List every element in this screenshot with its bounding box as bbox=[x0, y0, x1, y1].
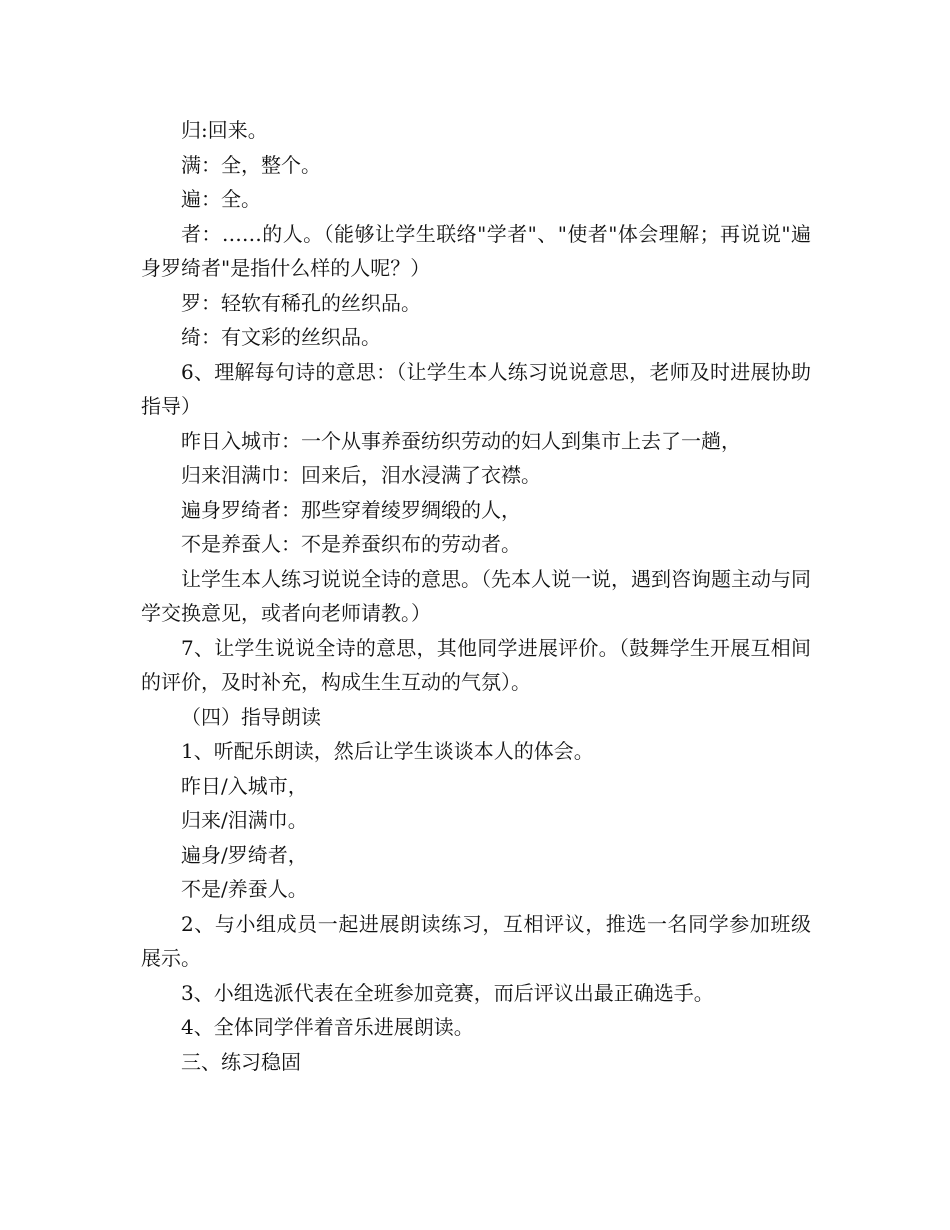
paragraph-reading-4: 4、全体同学伴着音乐进展朗读。 bbox=[181, 1015, 474, 1039]
paragraph-line-3-meaning: 遍身罗绮者：那些穿着绫罗绸缎的人， bbox=[181, 497, 521, 522]
paragraph-gui: 归:回来。 bbox=[181, 118, 268, 142]
paragraph-reading-2: 2、与小组成员一起进展朗读练习，互相评议，推选一名同学参加班级展示。 bbox=[141, 911, 811, 970]
paragraph-step-6: 6、理解每句诗的意思：（让学生本人练习说说意思，老师及时进展协助指导） bbox=[141, 359, 811, 418]
paragraph-line-4-meaning: 不是养蚕人：不是养蚕织布的劳动者。 bbox=[181, 532, 521, 556]
poem-line-1: 昨日/入城市， bbox=[181, 773, 308, 798]
paragraph-qi: 绮：有文彩的丝织品。 bbox=[181, 325, 381, 349]
section-heading-reading: （四）指导朗读 bbox=[181, 704, 321, 729]
paragraph-reading-3: 3、小组选派代表在全班参加竞赛，而后评议出最正确选手。 bbox=[181, 980, 714, 1005]
document-body bbox=[141, 113, 811, 1079]
paragraph-bian: 遍：全。 bbox=[181, 187, 261, 211]
paragraph-step-7: 7、让学生说说全诗的意思，其他同学进展评价。（鼓舞学生开展互相间的评价，及时补充，构成生生互动的气氛）。 bbox=[141, 635, 811, 694]
poem-line-4: 不是/养蚕人。 bbox=[181, 877, 308, 901]
paragraph-zhe: 者：……的人。（能够让学生联络"学者"、"使者"体会理解；再说说"遍身罗绮者"是指什么样的人呢？） bbox=[141, 221, 811, 280]
paragraph-line-1-meaning: 昨日入城市：一个从事养蚕纺织劳动的妇人到集市上去了一趟， bbox=[181, 428, 741, 453]
paragraph-line-2-meaning: 归来泪满巾：回来后，泪水浸满了衣襟。 bbox=[181, 463, 541, 487]
paragraph-whole-poem-practice: 让学生本人练习说说全诗的意思。（先本人说一说，遇到咨询题主动与同学交换意见，或者向老师请教。） bbox=[141, 566, 811, 625]
section-heading-practice: 三、练习稳固 bbox=[181, 1049, 301, 1074]
paragraph-man: 满：全，整个。 bbox=[181, 152, 321, 177]
poem-line-3: 遍身/罗绮者， bbox=[181, 842, 308, 867]
paragraph-reading-1: 1、听配乐朗读，然后让学生谈谈本人的体会。 bbox=[181, 739, 594, 763]
paragraph-luo: 罗：轻软有稀孔的丝织品。 bbox=[181, 290, 421, 315]
poem-line-2: 归来/泪满巾。 bbox=[181, 808, 308, 832]
